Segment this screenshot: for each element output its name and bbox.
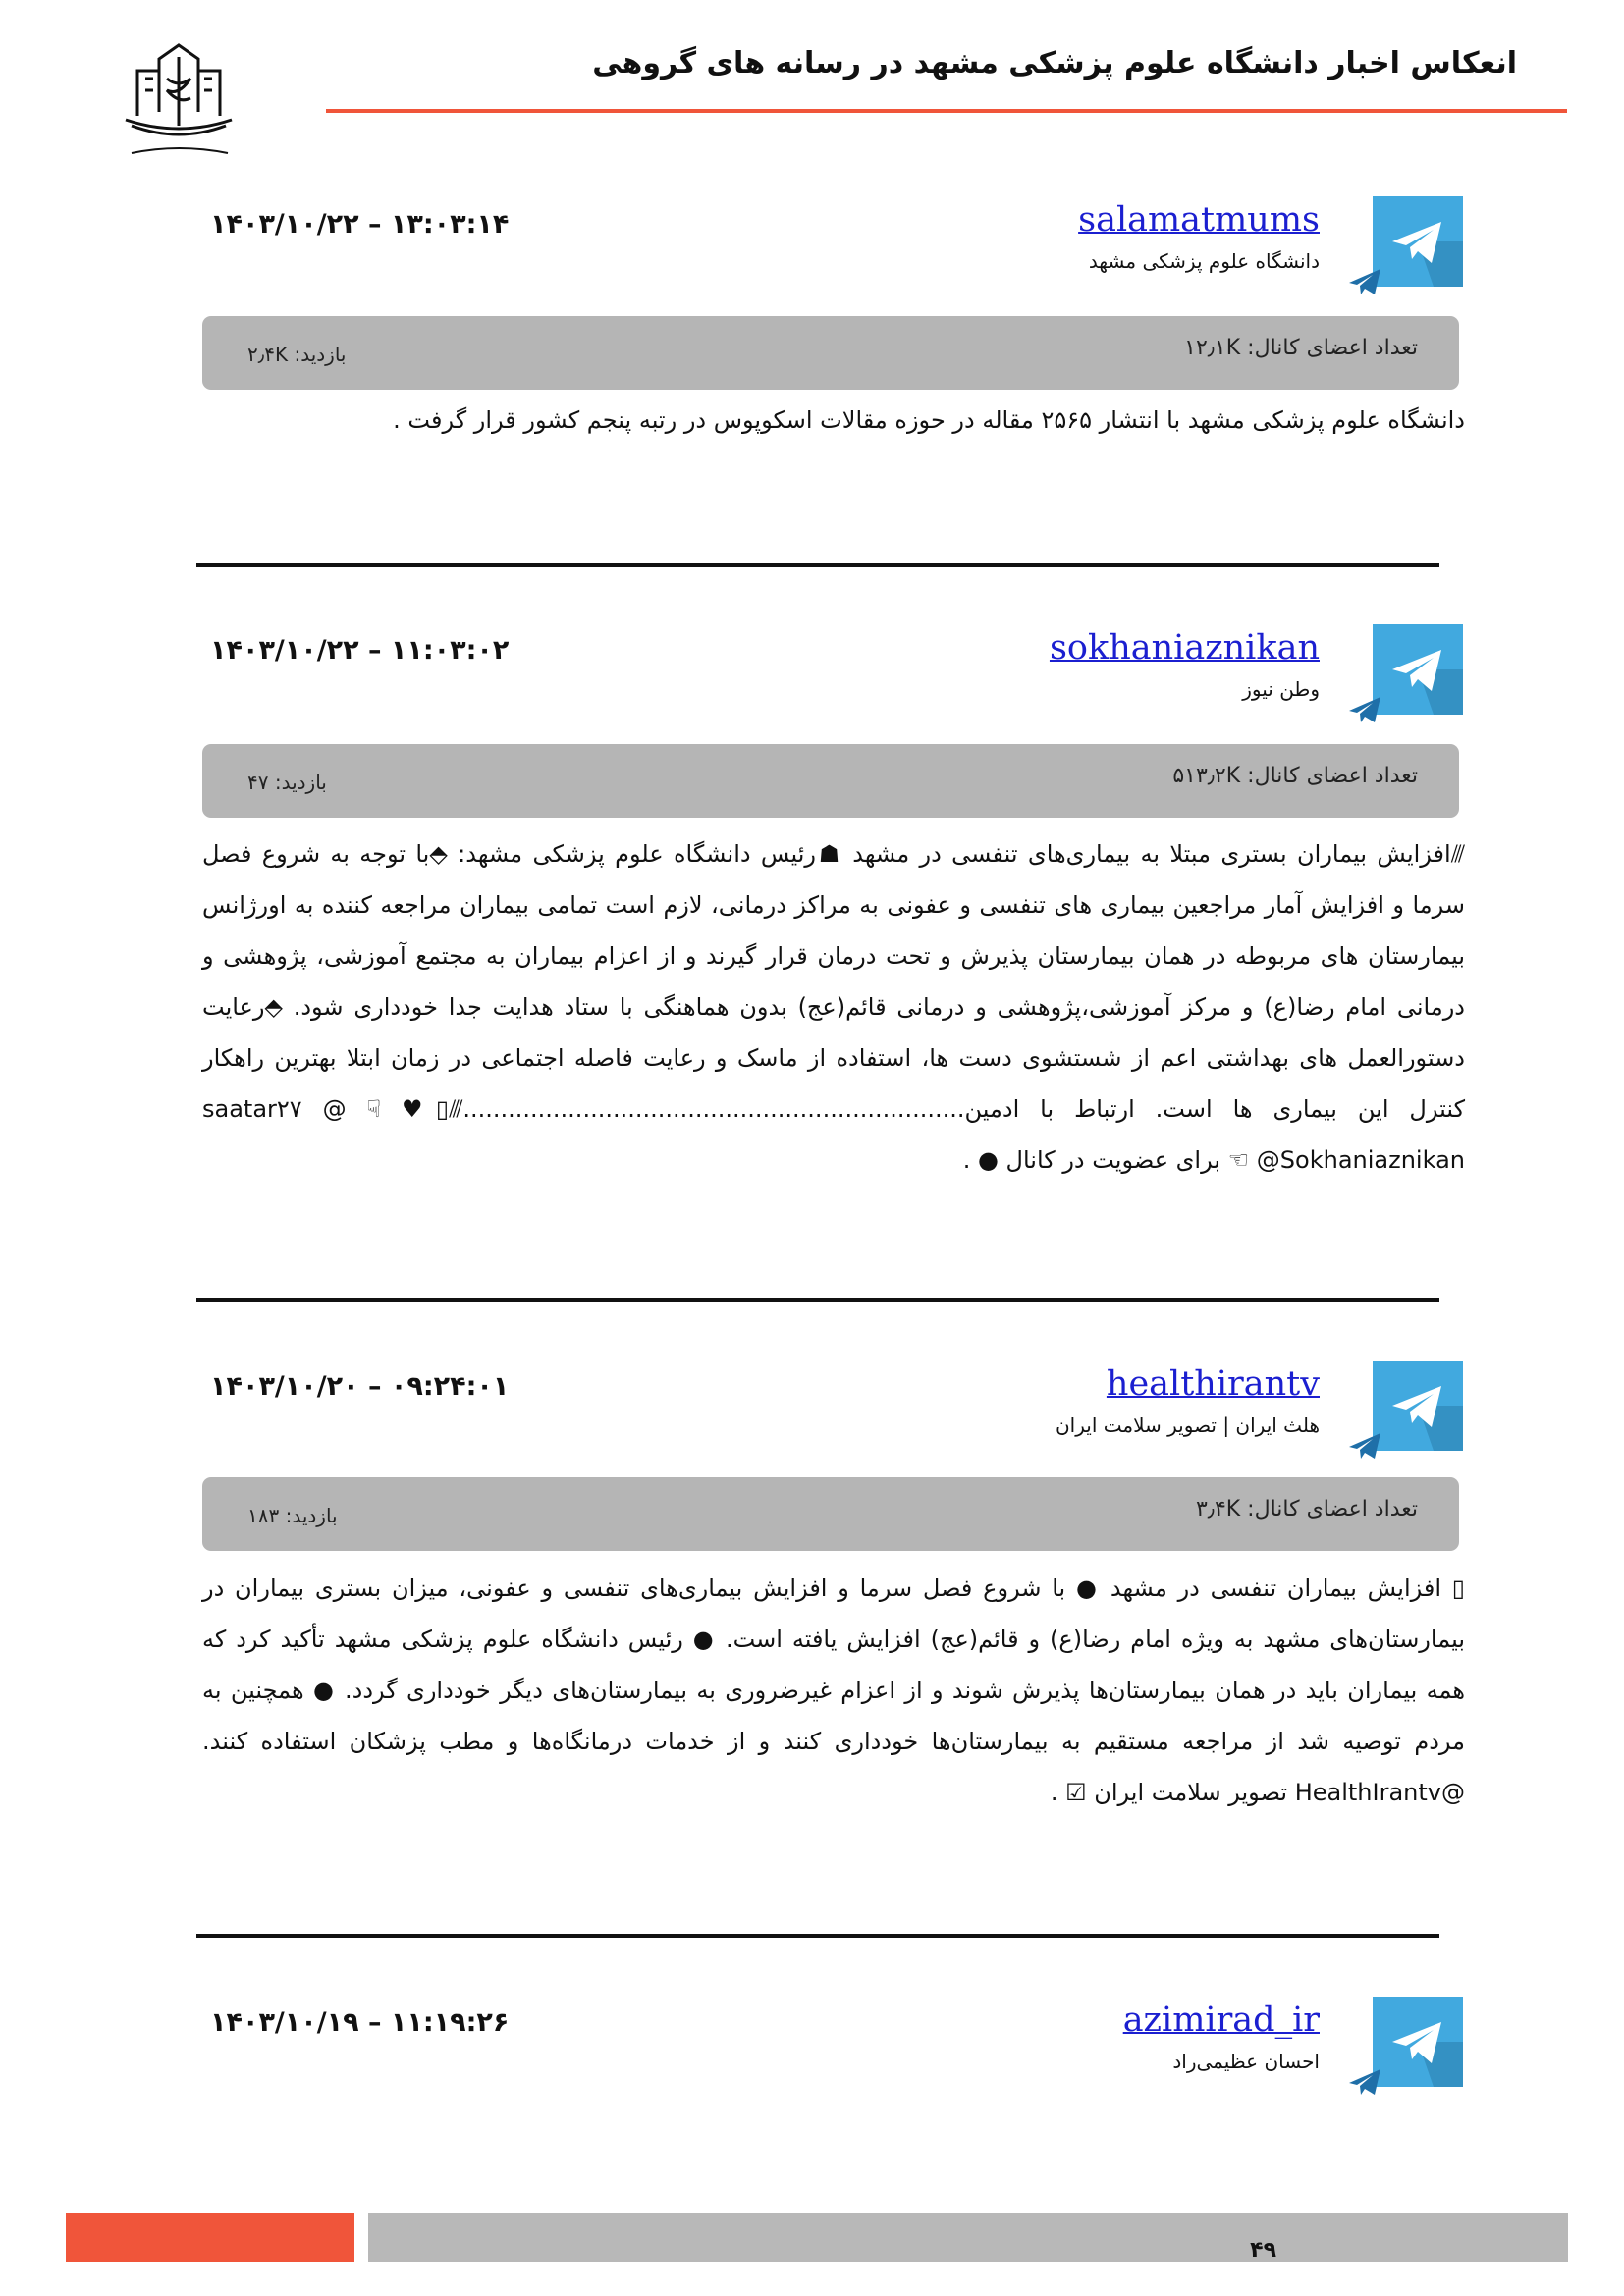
stats-bar — [202, 744, 1459, 818]
post-divider — [196, 1298, 1439, 1302]
post-datetime: ۱۴۰۳/۱۰/۲۲ – ۱۳:۰۳:۱۴ — [210, 209, 510, 240]
post-datetime: ۱۴۰۳/۱۰/۱۹ – ۱۱:۱۹:۲۶ — [210, 2007, 510, 2038]
channel-link[interactable]: healthirantv — [1106, 1364, 1320, 1404]
channel-link[interactable]: sokhaniaznikan — [1049, 628, 1320, 667]
members-count: تعداد اعضای کانال: ۵۱۳٫۲K — [1172, 764, 1418, 788]
post-body: ▯ افزایش بیماران تنفسی در مشهد ● با شروع فصل سرما و افزایش بیماری‌های تنفسی و عفونی، میزان بستری بیماران در بیمارستان‌های مشهد به ویژه امام رضا(ع) و قائم(عج) افزایش یافته است. ● رئیس دانشگاه علوم پزشکی مشهد تأکید کرد که همه بیماران باید در همان بیمارستان‌ها پذیرش شوند و از اعزام غیرضروری به بیمارستان‌های دیگر خودداری گردد. ● همچنین به مردم توصیه شد از مراجعه مستقیم به بیمارستان‌ها خودداری کنند و از خدمات درمانگاه‌ها و مطب پزشکان استفاده کنند. @HealthIrantv تصویر سلامت ایران ☑ . — [202, 1575, 1465, 1806]
document-title: انعکاس اخبار دانشگاه علوم پزشکی مشهد در رسانه های گروهی — [592, 46, 1517, 80]
header-divider — [326, 109, 1567, 113]
views-count: بازدید: ۲٫۴K — [247, 343, 347, 366]
page-number: ۴۹ — [1250, 2238, 1276, 2263]
channel-name: هلث ایران | تصویر سلامت ایران — [1055, 1414, 1320, 1437]
telegram-icon — [1373, 1361, 1463, 1451]
post-datetime: ۱۴۰۳/۱۰/۲۰ – ۰۹:۲۴:۰۱ — [210, 1371, 510, 1402]
views-count: بازدید: ۱۸۳ — [247, 1504, 338, 1527]
channel-link[interactable]: azimirad_ir — [1122, 2001, 1320, 2040]
channel-link[interactable]: salamatmums — [1078, 200, 1320, 240]
post-body: ⫻افزایش بیماران بستری مبتلا به بیماری‌های تنفسی در مشهد ☗رئیس دانشگاه علوم پزشکی مشهد: ⬘با توجه به شروع فصل سرما و افزایش آمار مراجعین بیماری های تنفسی و عفونی به مراکز درمانی، لازم است تمامی بیماران مراجعه کننده به اورژانس بیمارستان های مربوطه در همان بیمارستان پذیرش و تحت درمان قرار گیرند و از اعزام بیماران به مجتمع آموزشی، پژوهشی و درمانی امام رضا(ع) و مرکز آموزشی،پژوهشی و درمانی قائم(عج) بدون هماهنگی با ستاد هدایت جدا خودداری شود. ⬘رعایت دستورالعمل های بهداشتی اعم از شستشوی دست ها، استفاده از ماسک و رعایت فاصله اجتماعی در زمان ابتلا بهترین راهکار کنترل این بیماری ها است. ارتباط با ادمین...................................................................⫻▯♥ ☟ @ saatar۲۷ @Sokhaniaznikan ☜ برای عضویت در کانال ● . — [202, 840, 1465, 1174]
channel-name: وطن نیوز — [1242, 677, 1320, 701]
post-divider — [196, 563, 1439, 567]
post-divider — [196, 1934, 1439, 1938]
channel-name: دانشگاه علوم پزشکی مشهد — [1088, 249, 1320, 273]
channel-name: احسان عظیمی‌راد — [1172, 2050, 1320, 2073]
stats-bar — [202, 316, 1459, 390]
stats-bar — [202, 1477, 1459, 1551]
members-count: تعداد اعضای کانال: ۳٫۴K — [1195, 1497, 1418, 1522]
post-datetime: ۱۴۰۳/۱۰/۲۲ – ۱۱:۰۳:۰۲ — [210, 635, 510, 666]
views-count: بازدید: ۴۷ — [247, 771, 327, 794]
university-logo-icon — [118, 39, 241, 162]
telegram-icon — [1373, 196, 1463, 287]
members-count: تعداد اعضای کانال: ۱۲٫۱K — [1184, 336, 1418, 360]
telegram-icon — [1373, 624, 1463, 715]
footer-accent-bar — [66, 2213, 354, 2262]
telegram-icon — [1373, 1997, 1463, 2087]
post-body: دانشگاه علوم پزشکی مشهد با انتشار ۲۵۶۵ مقاله در حوزه مقالات اسکوپوس در رتبه پنجم کشور قرار گرفت . — [393, 406, 1465, 434]
